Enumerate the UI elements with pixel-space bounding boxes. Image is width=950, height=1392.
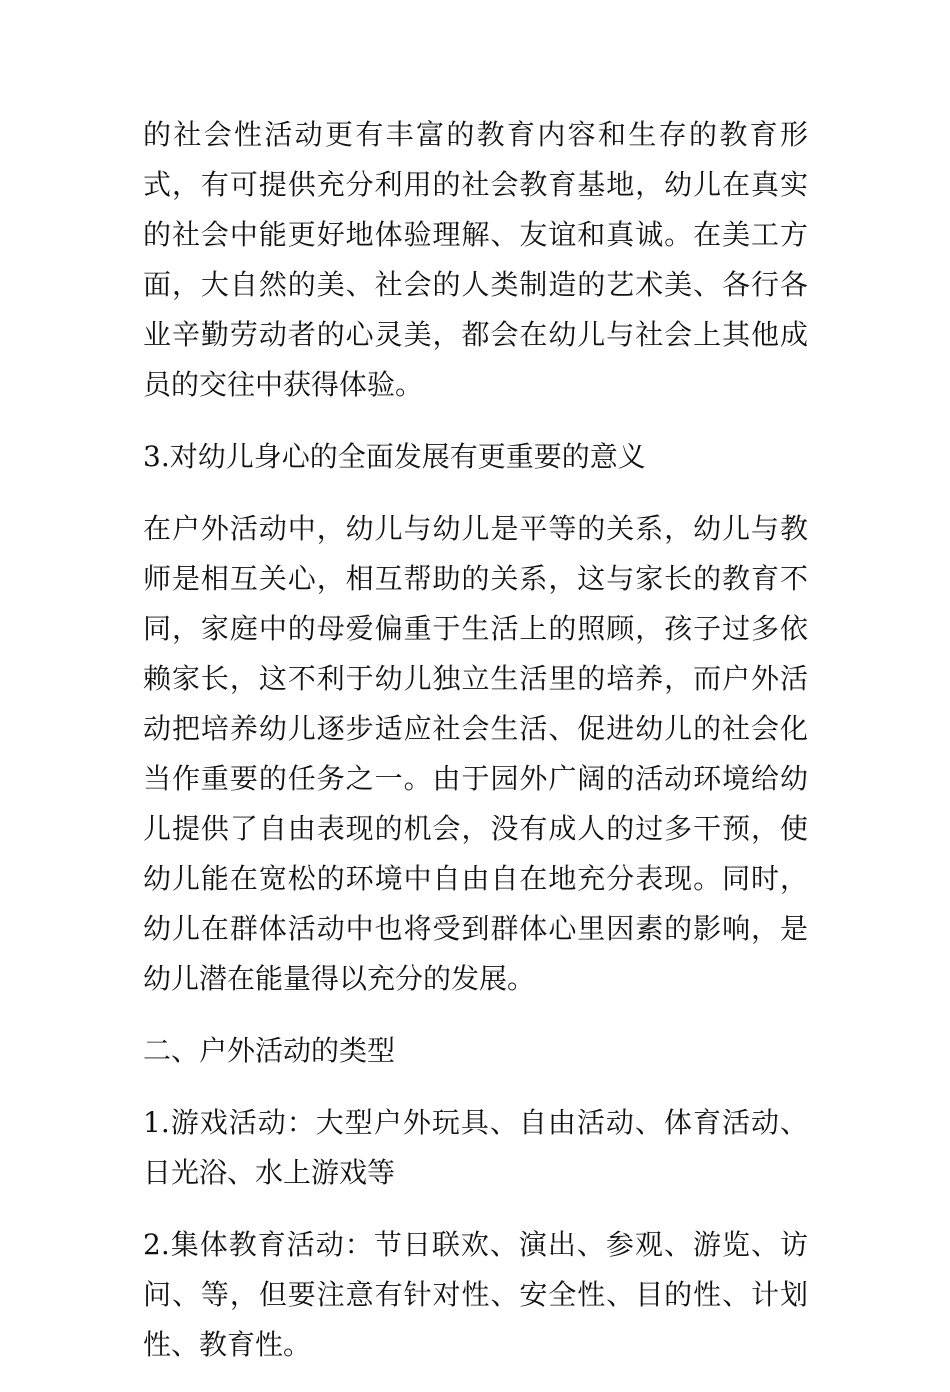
list-item-group-education: 2.集体教育活动：节日联欢、演出、参观、游览、访问、等，但要注意有针对性、安全性、目的性、计划性、教育性。 [143, 1228, 808, 1361]
paragraph-social-activity: 的社会性活动更有丰富的教育内容和生存的教育形式，有可提供充分利用的社会教育基地，幼儿在真实的社会中能更好地体验理解、友谊和真诚。在美工方面，大自然的美、社会的人类制造的艺术美、各行各业辛勤劳动者的心灵美，都会在幼儿与社会上其他成员的交往中获得体验。 [143, 118, 808, 401]
paragraph-outdoor-equality: 在户外活动中，幼儿与幼儿是平等的关系，幼儿与教师是相互关心，相互帮助的关系，这与家长的教育不同，家庭中的母爱偏重于生活上的照顾，孩子过多依赖家长，这不利于幼儿独立生活里的培养，而户外活动把培养幼儿逐步适应社会生活、促进幼儿的社会化当作重要的任务之一。由于园外广阔的活动环境给幼儿提供了自由表现的机会，没有成人的过多干预，使幼儿能在宽松的环境中自由自在地充分表现。同时，幼儿在群体活动中也将受到群体心里因素的影响，是幼儿潜在能量得以充分的发展。 [143, 512, 808, 995]
section-heading-types: 二、户外活动的类型 [143, 1034, 396, 1067]
list-item-game-activities: 1.游戏活动：大型户外玩具、自由活动、体育活动、日光浴、水上游戏等 [143, 1106, 808, 1189]
document-body [143, 110, 808, 1392]
section-heading-3: 3.对幼儿身心的全面发展有更重要的意义 [143, 440, 646, 473]
